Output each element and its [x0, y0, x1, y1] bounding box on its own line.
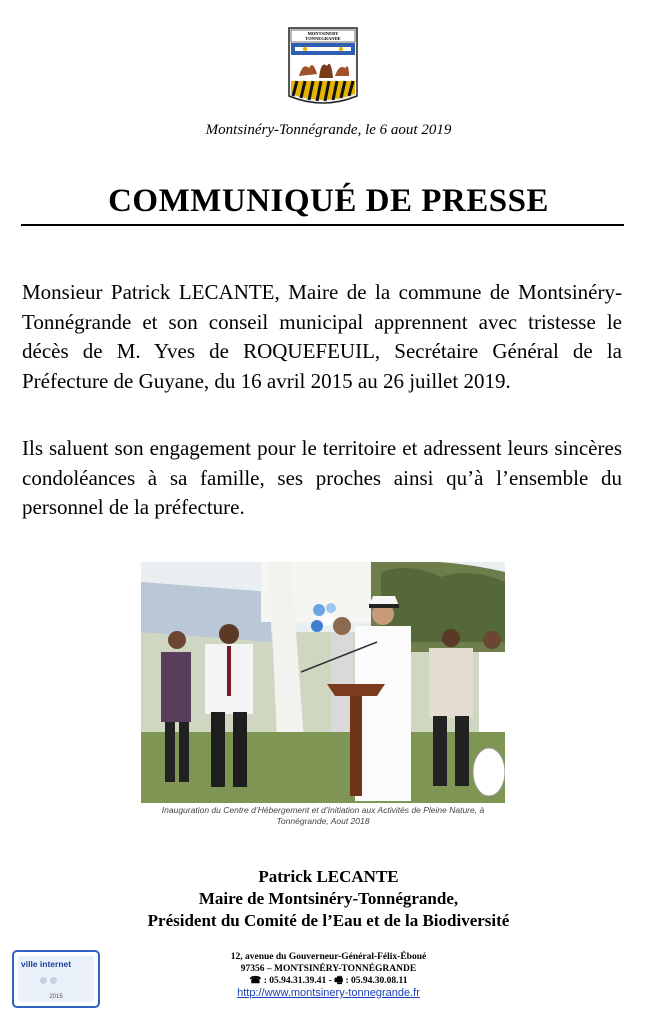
- photo-caption: [141, 805, 505, 827]
- body-paragraph: Ils saluent son engagement pour le territoire et adressent leurs sincères condoléances à sa famille, ses proches ainsi qu’à l’ensemble du personnel de la préfecture.: [22, 436, 622, 519]
- page-title: COMMUNIQUÉ DE PRESSE: [108, 183, 549, 219]
- coat-of-arms-logo: [287, 26, 359, 108]
- svg-text:MONTSINERY: MONTSINERY: [307, 31, 339, 36]
- signatory-name: Patrick LECANTE: [258, 867, 399, 886]
- badge-label: ville internet: [21, 959, 72, 969]
- caption-line: Tonnégrande, Aout 2018: [276, 816, 370, 826]
- city-postcode: 97356 – MONTSINÉRY-TONNÉGRANDE: [240, 964, 417, 974]
- document-date: Montsinéry-Tonnégrande, le 6 aout 2019: [205, 122, 452, 138]
- street-address: 12, avenue du Gouverneur-Général-Félix-Éboué: [230, 952, 427, 962]
- signatory-role: Maire de Montsinéry-Tonnégrande,: [198, 889, 459, 908]
- svg-text:TONNEGRANDE: TONNEGRANDE: [305, 36, 341, 41]
- signatory-role: Président du Comité de l’Eau et de la Biodiversité: [147, 911, 510, 930]
- footer-address: [0, 951, 657, 1000]
- signature-block: [0, 866, 657, 932]
- website-link[interactable]: http://www.montsinery-tonnegrande.fr: [237, 987, 420, 999]
- title-divider: [21, 224, 624, 226]
- event-photo: [141, 562, 505, 803]
- badge-year: 2015: [49, 994, 63, 1000]
- body-paragraph: Monsieur Patrick LECANTE, Maire de la commune de Montsinéry-Tonnégrande et son conseil municipal apprennent avec tristesse le décès de M. Yves de ROQUEFEUIL, Secrétaire Général de la Préfecture de Guyane, du 16 avril 2015 au 26 juillet 2019.: [22, 280, 622, 393]
- caption-line: Inauguration du Centre d’Hébergement et d’Initiation aux Activités de Pleine Nature, à: [161, 805, 485, 815]
- contact-phone-fax: ☎ : 05.94.31.39.41 - 🖷 : 05.94.30.08.11: [249, 976, 408, 986]
